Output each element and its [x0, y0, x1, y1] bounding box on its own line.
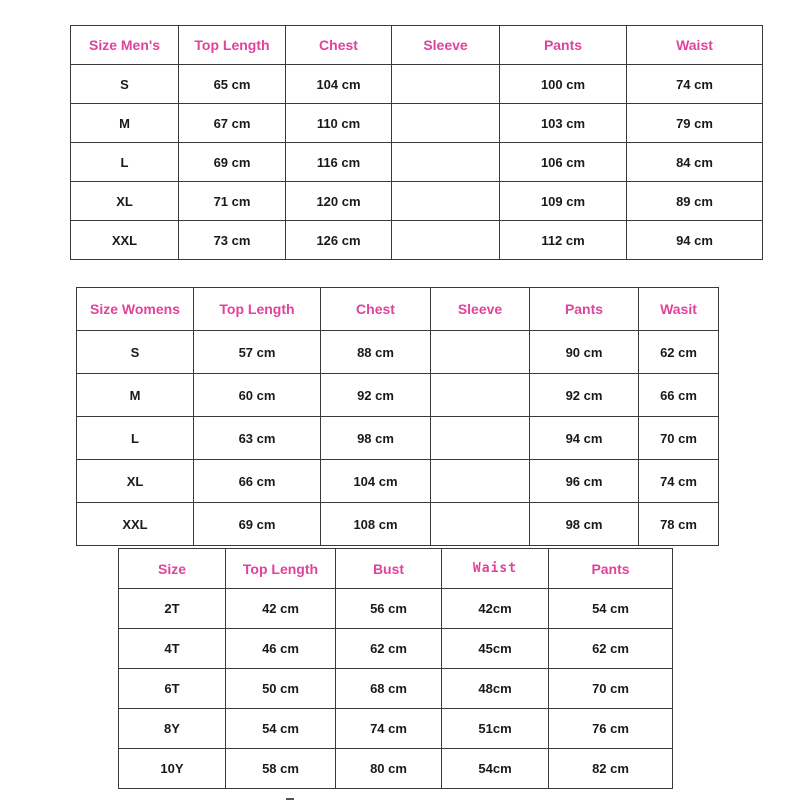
women-cell-chest: 104 cm	[321, 460, 431, 503]
men-cell-chest: 104 cm	[286, 65, 392, 104]
women-cell-top-length: 63 cm	[194, 417, 321, 460]
men-header-top-length: Top Length	[179, 26, 286, 65]
men-header-pants: Pants	[500, 26, 627, 65]
kids-header-row	[119, 549, 673, 589]
men-cell-top-length: 71 cm	[179, 182, 286, 221]
kids-cell-top-length: 54 cm	[226, 709, 336, 749]
kids-cell-top-length: 50 cm	[226, 669, 336, 709]
men-cell-top-length: 69 cm	[179, 143, 286, 182]
kids-cell-pants: 76 cm	[549, 709, 673, 749]
kids-cell-pants: 70 cm	[549, 669, 673, 709]
kids-header-bust: Bust	[336, 549, 442, 589]
women-cell-waist: 66 cm	[639, 374, 719, 417]
men-cell-pants: 109 cm	[500, 182, 627, 221]
men-cell-pants: 100 cm	[500, 65, 627, 104]
men-cell-size: L	[71, 143, 179, 182]
kids-cell-size: 2T	[119, 589, 226, 629]
men-cell-top-length: 73 cm	[179, 221, 286, 260]
men-cell-size: XXL	[71, 221, 179, 260]
women-cell-sleeve	[431, 503, 530, 546]
women-cell-pants: 92 cm	[530, 374, 639, 417]
men-header-row	[71, 26, 763, 65]
men-header-size: Size Men's	[71, 26, 179, 65]
kids-cell-bust: 80 cm	[336, 749, 442, 789]
men-header-chest: Chest	[286, 26, 392, 65]
women-cell-sleeve	[431, 331, 530, 374]
women-cell-pants: 96 cm	[530, 460, 639, 503]
women-header-sleeve: Sleeve	[431, 288, 530, 331]
table-row	[77, 417, 719, 460]
table-row	[119, 629, 673, 669]
women-cell-size: XXL	[77, 503, 194, 546]
women-header-waist: Wasit	[639, 288, 719, 331]
men-cell-chest: 120 cm	[286, 182, 392, 221]
kids-cell-pants: 62 cm	[549, 629, 673, 669]
women-header-chest: Chest	[321, 288, 431, 331]
table-row	[71, 143, 763, 182]
stray-dash-mark	[286, 798, 294, 800]
men-cell-size: M	[71, 104, 179, 143]
kids-cell-size: 10Y	[119, 749, 226, 789]
men-header-waist: Waist	[627, 26, 763, 65]
kids-cell-size: 8Y	[119, 709, 226, 749]
women-header-size: Size Womens	[77, 288, 194, 331]
table-row	[77, 460, 719, 503]
kids-cell-pants: 54 cm	[549, 589, 673, 629]
women-cell-waist: 74 cm	[639, 460, 719, 503]
women-cell-size: XL	[77, 460, 194, 503]
women-header-row	[77, 288, 719, 331]
women-cell-waist: 62 cm	[639, 331, 719, 374]
kids-cell-waist: 45cm	[442, 629, 549, 669]
men-cell-sleeve	[392, 182, 500, 221]
kids-cell-top-length: 46 cm	[226, 629, 336, 669]
women-cell-size: L	[77, 417, 194, 460]
kids-cell-top-length: 58 cm	[226, 749, 336, 789]
table-row	[119, 589, 673, 629]
men-cell-sleeve	[392, 221, 500, 260]
kids-cell-size: 6T	[119, 669, 226, 709]
kids-cell-size: 4T	[119, 629, 226, 669]
women-cell-chest: 88 cm	[321, 331, 431, 374]
women-cell-waist: 78 cm	[639, 503, 719, 546]
table-row	[77, 374, 719, 417]
kids-cell-bust: 62 cm	[336, 629, 442, 669]
men-cell-waist: 79 cm	[627, 104, 763, 143]
kids-header-pants: Pants	[549, 549, 673, 589]
women-cell-waist: 70 cm	[639, 417, 719, 460]
kids-cell-bust: 68 cm	[336, 669, 442, 709]
women-cell-top-length: 66 cm	[194, 460, 321, 503]
women-header-top-length: Top Length	[194, 288, 321, 331]
women-size-table	[76, 287, 719, 546]
kids-cell-bust: 56 cm	[336, 589, 442, 629]
kids-cell-pants: 82 cm	[549, 749, 673, 789]
women-cell-size: S	[77, 331, 194, 374]
men-cell-waist: 89 cm	[627, 182, 763, 221]
men-cell-chest: 126 cm	[286, 221, 392, 260]
men-size-table	[70, 25, 763, 260]
men-cell-pants: 106 cm	[500, 143, 627, 182]
table-row	[77, 331, 719, 374]
women-cell-chest: 108 cm	[321, 503, 431, 546]
men-cell-chest: 116 cm	[286, 143, 392, 182]
men-header-sleeve: Sleeve	[392, 26, 500, 65]
kids-cell-waist: 54cm	[442, 749, 549, 789]
women-cell-sleeve	[431, 460, 530, 503]
kids-cell-waist: 51cm	[442, 709, 549, 749]
table-row	[71, 104, 763, 143]
kids-size-table	[118, 548, 673, 789]
women-cell-pants: 94 cm	[530, 417, 639, 460]
kids-header-size: Size	[119, 549, 226, 589]
women-cell-size: M	[77, 374, 194, 417]
men-cell-sleeve	[392, 104, 500, 143]
men-cell-pants: 112 cm	[500, 221, 627, 260]
men-cell-size: S	[71, 65, 179, 104]
women-cell-top-length: 69 cm	[194, 503, 321, 546]
women-cell-chest: 98 cm	[321, 417, 431, 460]
men-cell-pants: 103 cm	[500, 104, 627, 143]
men-cell-size: XL	[71, 182, 179, 221]
men-cell-top-length: 65 cm	[179, 65, 286, 104]
women-cell-pants: 90 cm	[530, 331, 639, 374]
table-row	[71, 65, 763, 104]
men-cell-chest: 110 cm	[286, 104, 392, 143]
table-row	[71, 221, 763, 260]
kids-header-waist: Waist	[442, 549, 549, 589]
men-cell-waist: 84 cm	[627, 143, 763, 182]
table-row	[77, 503, 719, 546]
men-cell-waist: 74 cm	[627, 65, 763, 104]
table-row	[119, 709, 673, 749]
women-cell-chest: 92 cm	[321, 374, 431, 417]
table-row	[119, 749, 673, 789]
table-row	[71, 182, 763, 221]
women-cell-sleeve	[431, 374, 530, 417]
kids-header-top-length: Top Length	[226, 549, 336, 589]
kids-cell-waist: 48cm	[442, 669, 549, 709]
women-cell-sleeve	[431, 417, 530, 460]
kids-cell-bust: 74 cm	[336, 709, 442, 749]
table-row	[119, 669, 673, 709]
kids-cell-top-length: 42 cm	[226, 589, 336, 629]
men-cell-waist: 94 cm	[627, 221, 763, 260]
men-cell-sleeve	[392, 143, 500, 182]
men-cell-sleeve	[392, 65, 500, 104]
women-header-pants: Pants	[530, 288, 639, 331]
kids-cell-waist: 42cm	[442, 589, 549, 629]
women-cell-top-length: 57 cm	[194, 331, 321, 374]
women-cell-pants: 98 cm	[530, 503, 639, 546]
men-cell-top-length: 67 cm	[179, 104, 286, 143]
women-cell-top-length: 60 cm	[194, 374, 321, 417]
